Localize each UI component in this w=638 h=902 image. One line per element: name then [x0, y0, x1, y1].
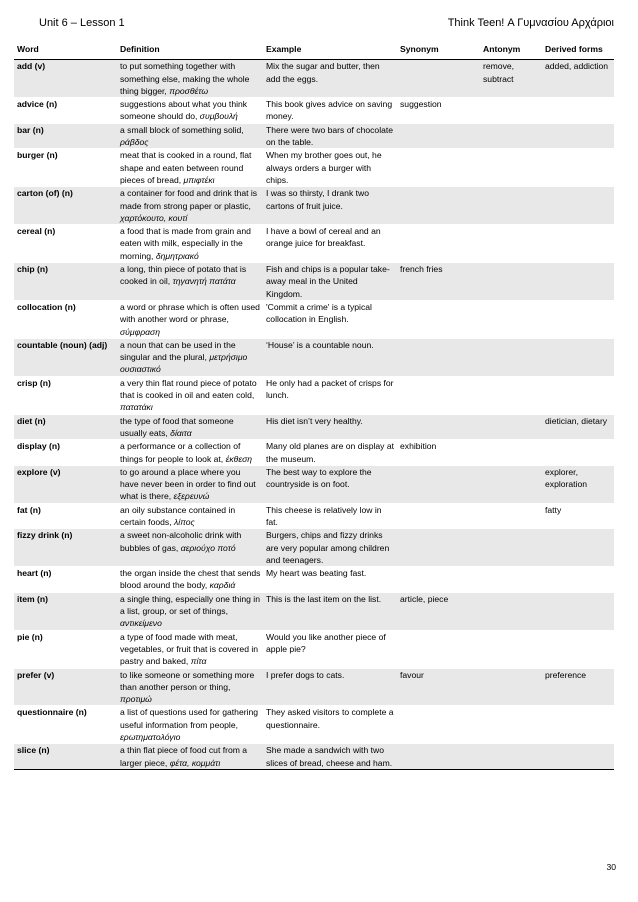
derived-forms-cell [542, 225, 614, 263]
antonym-text: remove, subtract [483, 61, 515, 84]
column-header-example: Example [263, 40, 397, 60]
word-text: countable (noun) (adj) [17, 339, 108, 350]
definition-text: a single thing, especially one thing in a list, group, or set of things, [120, 593, 260, 617]
example-cell [263, 376, 397, 414]
word-cell [14, 225, 117, 263]
example-text: His diet isn’t very healthy. [266, 415, 363, 426]
table-row [14, 465, 614, 503]
definition-text: to go around a place where you have never been in order to find out what is there, [120, 466, 256, 502]
word-cell [14, 98, 117, 124]
word-text: carton (of) (n) [17, 188, 73, 199]
example-cell [263, 567, 397, 593]
derived-forms-cell [542, 263, 614, 301]
derived-forms-cell [542, 98, 614, 124]
definition-text: a type of food made with meat, vegetables, or fruit that is covered in pastry and baked, [120, 631, 259, 667]
example-cell [263, 529, 397, 567]
synonym-text: exhibition [400, 441, 437, 452]
table-row [14, 187, 614, 225]
greek-translation: προτιμώ [120, 694, 152, 705]
definition-cell [117, 668, 263, 706]
example-text: I prefer dogs to cats. [266, 669, 345, 680]
definition-text: a thin flat piece of food cut from a larger piece, [120, 745, 248, 768]
antonym-cell [480, 60, 542, 98]
word-text: diet (n) [17, 415, 46, 426]
example-cell [263, 300, 397, 338]
antonym-cell [480, 300, 542, 338]
word-cell [14, 503, 117, 529]
definition-cell [117, 414, 263, 440]
example-text: The best way to explore the countryside is on foot. [266, 466, 372, 490]
greek-translation: μπιφτέκι [183, 174, 215, 185]
word-text: slice (n) [17, 745, 50, 756]
word-cell [14, 706, 117, 744]
word-cell [14, 149, 117, 187]
derived-forms-cell [542, 592, 614, 630]
synonym-cell [397, 263, 480, 301]
greek-translation: δίαιτα [170, 427, 192, 438]
synonym-cell [397, 706, 480, 744]
synonym-text: suggestion [400, 99, 442, 110]
column-header-derived-forms: Derived forms [542, 40, 614, 60]
table-row [14, 592, 614, 630]
greek-translation: τηγανητή πατάτα [172, 276, 236, 287]
greek-translation: ερωτηματολόγιο [120, 732, 181, 743]
derived-forms-text: added, addiction [545, 61, 609, 72]
example-text: I have a bowl of cereal and an orange juice for breakfast. [266, 226, 381, 249]
example-cell [263, 338, 397, 376]
greek-translation: προσθέτω [169, 85, 209, 96]
synonym-cell [397, 60, 480, 98]
word-cell [14, 592, 117, 630]
example-text: Burgers, chips and fizzy drinks are very popular among children and teenagers. [266, 530, 390, 565]
table-row [14, 263, 614, 301]
greek-translation: ράβδος [120, 137, 149, 148]
table-header-row [14, 40, 614, 60]
example-cell [263, 465, 397, 503]
synonym-cell [397, 744, 480, 770]
antonym-cell [480, 567, 542, 593]
word-cell [14, 263, 117, 301]
word-cell [14, 60, 117, 98]
synonym-cell [397, 440, 480, 466]
derived-forms-text: explorer, exploration [545, 466, 588, 490]
definition-cell [117, 744, 263, 770]
definition-text: a list of questions used for gathering useful information from people, [120, 707, 259, 730]
greek-translation: πατατάκι [120, 402, 153, 413]
definition-cell [117, 529, 263, 567]
synonym-cell [397, 592, 480, 630]
example-text: When my brother goes out, he always orders a burger with chips. [266, 150, 382, 185]
example-text: Mix the sugar and butter, then add the eggs. [266, 61, 380, 84]
example-cell [263, 744, 397, 770]
example-text: 'Commit a crime' is a typical collocation in English. [266, 301, 372, 325]
derived-forms-text: dietician, dietary [545, 415, 608, 426]
derived-forms-cell [542, 503, 614, 529]
word-text: prefer (v) [17, 669, 55, 680]
definition-cell [117, 567, 263, 593]
word-text: add (v) [17, 61, 46, 72]
word-cell [14, 630, 117, 668]
synonym-cell [397, 123, 480, 149]
definition-cell [117, 503, 263, 529]
example-cell [263, 668, 397, 706]
example-cell [263, 187, 397, 225]
example-cell [263, 706, 397, 744]
synonym-cell [397, 376, 480, 414]
derived-forms-cell [542, 706, 614, 744]
definition-text: a noun that can be used in the singular and the plural, [120, 339, 236, 363]
derived-forms-cell [542, 668, 614, 706]
column-header-synonym: Synonym [397, 40, 480, 60]
synonym-cell [397, 668, 480, 706]
derived-forms-cell [542, 60, 614, 98]
example-text: Would you like another piece of apple pie? [266, 631, 386, 654]
word-cell [14, 123, 117, 149]
example-cell [263, 503, 397, 529]
greek-translation: λίπος [173, 516, 195, 527]
table-row [14, 98, 614, 124]
definition-text: a very thin flat round piece of potato that is cooked in oil and eaten cold, [120, 377, 257, 401]
definition-text: to like someone or something more than another person or thing, [120, 669, 255, 692]
derived-forms-cell [542, 300, 614, 338]
word-cell [14, 668, 117, 706]
definition-text: a container for food and drink that is made from strong paper or plastic, [120, 188, 258, 211]
definition-cell [117, 149, 263, 187]
antonym-cell [480, 630, 542, 668]
derived-forms-cell [542, 465, 614, 503]
synonym-cell [397, 300, 480, 338]
example-text: This is the last item on the list. [266, 593, 382, 604]
word-text: bar (n) [17, 124, 44, 135]
synonym-cell [397, 187, 480, 225]
definition-cell [117, 440, 263, 466]
word-text: fat (n) [17, 504, 41, 515]
example-cell [263, 263, 397, 301]
example-cell [263, 225, 397, 263]
derived-forms-cell [542, 123, 614, 149]
antonym-cell [480, 225, 542, 263]
antonym-cell [480, 263, 542, 301]
definition-text: the organ inside the chest that sends blood around the body, [120, 568, 261, 591]
table-row [14, 529, 614, 567]
definition-cell [117, 592, 263, 630]
definition-cell [117, 123, 263, 149]
antonym-cell [480, 187, 542, 225]
synonym-cell [397, 465, 480, 503]
antonym-cell [480, 706, 542, 744]
greek-translation: καρδιά [209, 580, 236, 591]
greek-translation: χαρτόκουτο, κουτί [120, 212, 188, 223]
synonym-cell [397, 149, 480, 187]
word-text: chip (n) [17, 264, 49, 275]
table-row [14, 338, 614, 376]
definition-cell [117, 263, 263, 301]
word-text: questionnaire (n) [17, 707, 87, 718]
word-cell [14, 300, 117, 338]
antonym-cell [480, 529, 542, 567]
antonym-cell [480, 744, 542, 770]
word-text: crisp (n) [17, 377, 51, 388]
definition-text: the type of food that someone usually eats, [120, 415, 234, 438]
derived-forms-cell [542, 567, 614, 593]
example-text: She made a sandwich with two slices of bread, cheese and ham. [266, 745, 393, 768]
definition-cell [117, 465, 263, 503]
definition-cell [117, 187, 263, 225]
example-cell [263, 630, 397, 668]
word-cell [14, 414, 117, 440]
example-text: My heart was beating fast. [266, 568, 367, 579]
example-text: There were two bars of chocolate on the table. [266, 124, 394, 148]
derived-forms-cell [542, 187, 614, 225]
table-row [14, 567, 614, 593]
example-text: Fish and chips is a popular take-away meal in the United Kingdom. [266, 264, 390, 299]
table-row [14, 503, 614, 529]
example-cell [263, 149, 397, 187]
antonym-cell [480, 98, 542, 124]
example-cell [263, 98, 397, 124]
definition-cell [117, 60, 263, 98]
antonym-cell [480, 123, 542, 149]
word-text: burger (n) [17, 150, 58, 161]
page-number: 30 [606, 862, 616, 872]
example-text: He only had a packet of crisps for lunch. [266, 377, 394, 401]
word-text: display (n) [17, 441, 60, 452]
table-row [14, 440, 614, 466]
derived-forms-cell [542, 414, 614, 440]
table-row [14, 744, 614, 770]
example-cell [263, 60, 397, 98]
antonym-cell [480, 440, 542, 466]
synonym-text: french fries [400, 264, 443, 275]
vocabulary-table [14, 40, 614, 770]
table-row [14, 706, 614, 744]
table-row [14, 149, 614, 187]
greek-translation: έκθεση [225, 453, 253, 464]
definition-cell [117, 98, 263, 124]
definition-text: suggestions about what you think someone should do, [120, 99, 248, 122]
antonym-cell [480, 668, 542, 706]
table-row [14, 376, 614, 414]
header-unit-lesson: Unit 6 – Lesson 1 [39, 17, 125, 29]
word-text: heart (n) [17, 568, 52, 579]
word-cell [14, 465, 117, 503]
synonym-cell [397, 630, 480, 668]
greek-translation: πίτα [190, 656, 207, 667]
greek-translation: δημητριακό [155, 250, 199, 261]
example-text: This cheese is relatively low in fat. [266, 504, 382, 527]
example-text: They asked visitors to complete a questionnaire. [266, 707, 394, 730]
word-text: item (n) [17, 593, 49, 604]
synonym-cell [397, 225, 480, 263]
synonym-cell [397, 98, 480, 124]
antonym-cell [480, 338, 542, 376]
example-cell [263, 440, 397, 466]
greek-translation: εξερευνώ [173, 491, 210, 502]
word-cell [14, 440, 117, 466]
synonym-cell [397, 567, 480, 593]
derived-forms-cell [542, 630, 614, 668]
synonym-cell [397, 338, 480, 376]
synonym-text: article, piece [400, 593, 449, 604]
definition-text: a food that is made from grain and eaten with milk, especially in the morning, [120, 226, 251, 261]
example-text: Many old planes are on display at the museum. [266, 441, 395, 464]
antonym-cell [480, 376, 542, 414]
antonym-cell [480, 465, 542, 503]
word-text: explore (v) [17, 466, 61, 477]
definition-text: an oily substance contained in certain foods, [120, 504, 236, 527]
word-text: advice (n) [17, 99, 58, 110]
word-text: pie (n) [17, 631, 43, 642]
word-cell [14, 529, 117, 567]
synonym-cell [397, 503, 480, 529]
definition-cell [117, 706, 263, 744]
antonym-cell [480, 414, 542, 440]
word-cell [14, 567, 117, 593]
word-cell [14, 376, 117, 414]
header-book-title: Think Teen! Α Γυμνασίου Αρχάριοι [447, 17, 614, 29]
definition-text: to put something together with something else, making the whole thing bigger, [120, 61, 250, 96]
greek-translation: αεριούχο ποτό [180, 542, 236, 553]
definition-text: a performance or a collection of things for people to look at, [120, 441, 241, 464]
greek-translation: μετρήσιμο ουσιαστικό [120, 352, 248, 375]
word-text: cereal (n) [17, 226, 56, 237]
example-cell [263, 592, 397, 630]
antonym-cell [480, 592, 542, 630]
definition-cell [117, 338, 263, 376]
derived-forms-cell [542, 376, 614, 414]
antonym-cell [480, 503, 542, 529]
derived-forms-cell [542, 529, 614, 567]
definition-cell [117, 376, 263, 414]
column-header-word: Word [14, 40, 117, 60]
table-row [14, 123, 614, 149]
derived-forms-cell [542, 149, 614, 187]
table-row [14, 300, 614, 338]
greek-translation: αντικείμενο [120, 618, 162, 629]
word-text: collocation (n) [17, 301, 76, 312]
derived-forms-cell [542, 744, 614, 770]
derived-forms-text: fatty [545, 504, 562, 515]
definition-cell [117, 300, 263, 338]
word-cell [14, 744, 117, 770]
example-text: ‘House’ is a countable noun. [266, 339, 374, 350]
definition-cell [117, 225, 263, 263]
greek-translation: σύμφραση [120, 326, 160, 337]
derived-forms-cell [542, 338, 614, 376]
table-row [14, 60, 614, 98]
table-row [14, 630, 614, 668]
definition-text: a small block of something solid, [120, 124, 244, 135]
word-cell [14, 187, 117, 225]
greek-translation: συμβουλή [199, 111, 238, 122]
definition-text: a long, thin piece of potato that is cooked in oil, [120, 264, 247, 287]
definition-text: a sweet non-alcoholic drink with bubbles of gas, [120, 530, 242, 553]
synonym-text: favour [400, 669, 424, 680]
greek-translation: φέτα, κομμάτι [169, 757, 221, 768]
definition-cell [117, 630, 263, 668]
word-cell [14, 338, 117, 376]
example-cell [263, 414, 397, 440]
table-row [14, 414, 614, 440]
word-text: fizzy drink (n) [17, 530, 73, 541]
example-cell [263, 123, 397, 149]
table-row [14, 225, 614, 263]
example-text: This book gives advice on saving money. [266, 99, 393, 122]
definition-text: meat that is cooked in a round, flat shape and eaten between round pieces of bread, [120, 150, 252, 185]
synonym-cell [397, 414, 480, 440]
column-header-definition: Definition [117, 40, 263, 60]
table-row [14, 668, 614, 706]
antonym-cell [480, 149, 542, 187]
example-text: I was so thirsty, I drank two cartons of fruit juice. [266, 188, 369, 211]
derived-forms-cell [542, 440, 614, 466]
definition-text: a word or phrase which is often used with another word or phrase, [120, 301, 260, 325]
column-header-antonym: Antonym [480, 40, 542, 60]
derived-forms-text: preference [545, 669, 587, 680]
synonym-cell [397, 529, 480, 567]
